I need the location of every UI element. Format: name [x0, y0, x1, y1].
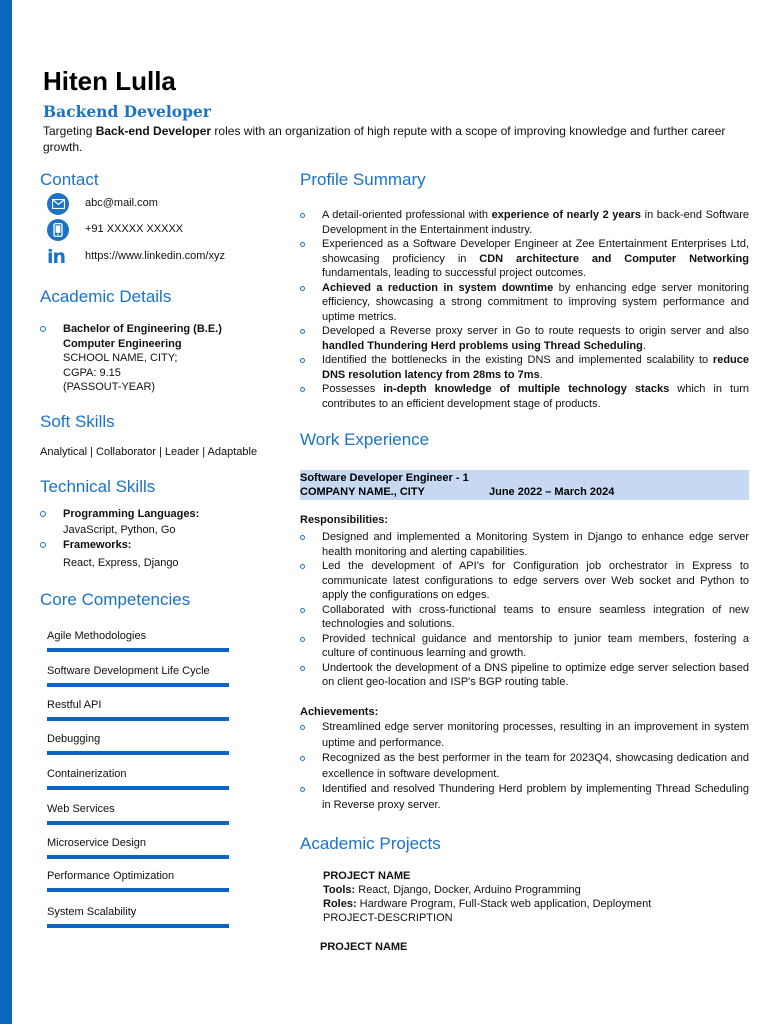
work-experience-heading: Work Experience — [300, 430, 430, 449]
project-name: PROJECT NAME — [320, 941, 408, 953]
list-item: Developed a Reverse proxy server in Go to route requests to origin server and also handled Thundering Herd problems using Thread Scheduling. — [300, 324, 749, 353]
list-item: Led the development of API's for Configuration job orchestrator in Express to communicate latest configurations to edge servers over Web socket and Python to apply the configurations on edges. — [300, 559, 749, 603]
list-item: Collaborated with cross-functional teams to ensure seamless integration of new technologies and solutions. — [300, 603, 749, 632]
school: SCHOOL NAME, CITY; — [63, 352, 178, 364]
bullet-icon — [300, 564, 305, 569]
academic-heading: Academic Details — [40, 287, 172, 306]
project-name: PROJECT NAME — [323, 870, 411, 882]
soft-skills-heading: Soft Skills — [40, 412, 115, 431]
list-item: Experienced as a Software Developer Engineer at Zee Entertainment Enterprises Ltd, showcasing proficiency in CDN architecture and Computer Networking fundamentals, leading to successful project outcomes. — [300, 237, 749, 281]
core-competencies-heading: Core Competencies — [40, 590, 191, 609]
profile-summary-list — [300, 208, 749, 411]
bullet-icon — [300, 535, 305, 540]
bullet-icon — [300, 358, 305, 363]
project-roles: Roles: Hardware Program, Full-Stack web application, Deployment — [323, 898, 652, 910]
list-item: Provided technical guidance and mentorship to junior team members, fostering a culture of continuous learning and growth. — [300, 632, 749, 661]
job-header — [300, 470, 749, 500]
bullet-icon — [300, 637, 305, 642]
list-item: Recognized as the best performer in the team for 2023Q4, showcasing dedication and excellence in software development. — [300, 751, 749, 782]
list-item: Streamlined edge server monitoring processes, resulting in an improvement in system uptime and performance. — [300, 720, 749, 751]
list-item: Identified and resolved Thundering Herd problem by implementing Thread Scheduling in Reverse proxy server. — [300, 782, 749, 813]
email-text[interactable]: abc@mail.com — [85, 197, 158, 209]
list-item: A detail-oriented professional with experience of nearly 2 years in back-end Software Development in the Entertainment industry. — [300, 208, 749, 237]
project-entry — [323, 869, 651, 925]
languages-row: Programming Languages: JavaScript, Python, Go — [40, 507, 199, 538]
responsibilities-heading: Responsibilities: — [300, 514, 389, 526]
project-tools: Tools: React, Django, Docker, Arduino Programming — [323, 884, 581, 896]
competency-item: Agile Methodologies — [47, 626, 229, 652]
mail-icon — [47, 193, 69, 215]
soft-skills-list: Analytical | Collaborator | Leader | Adaptable — [40, 446, 258, 458]
candidate-name: Hiten Lulla — [43, 66, 176, 96]
bullet-icon — [300, 666, 305, 671]
academic-entry — [40, 322, 222, 395]
competency-item: Performance Optimization — [47, 866, 229, 892]
list-item: Undertook the development of a DNS pipeline to optimize edge server selection based on client geo-location and ISP's BGP routing table. — [300, 661, 749, 690]
linkedin-icon: in — [47, 246, 66, 268]
phone-text: +91 XXXXX XXXXX — [85, 223, 184, 235]
competency-item: Microservice Design — [47, 833, 229, 859]
technical-skills-heading: Technical Skills — [40, 477, 156, 496]
job-dates: June 2022 – March 2024 — [489, 486, 615, 498]
job-position: Software Developer Engineer - 1 — [300, 472, 469, 484]
project-description: PROJECT-DESCRIPTION — [323, 912, 453, 924]
bullet-icon — [300, 213, 305, 218]
bullet-icon — [300, 756, 305, 761]
list-item: Identified the bottlenecks in the existing DNS and implemented scalability to reduce DNS resolution latency from 28ms to 7ms. — [300, 353, 749, 382]
bullet-icon — [300, 608, 305, 613]
contact-email — [47, 193, 158, 215]
bullet-icon — [300, 725, 305, 730]
degree: Bachelor of Engineering (B.E.) — [63, 323, 222, 335]
project-entry — [320, 940, 407, 954]
bullet-icon — [300, 787, 305, 792]
career-objective: Targeting Back-end Developer roles with an organization of high repute with a scope of improving knowledge and further career growth. — [43, 124, 726, 154]
competency-item: Debugging — [47, 729, 229, 755]
competency-item: Software Development Life Cycle — [47, 661, 229, 687]
candidate-role: Backend Developer — [43, 102, 211, 121]
job-company: COMPANY NAME., CITY — [300, 486, 425, 498]
competency-item: Restful API — [47, 695, 229, 721]
profile-summary-heading: Profile Summary — [300, 170, 426, 189]
contact-linkedin — [47, 246, 225, 268]
academic-projects-heading: Academic Projects — [300, 834, 441, 853]
branch: Computer Engineering — [63, 337, 182, 350]
linkedin-text[interactable]: https://www.linkedin.com/xyz — [85, 250, 225, 262]
responsibilities-list — [300, 530, 749, 690]
bullet-icon — [40, 511, 46, 517]
competency-item: Web Services — [47, 799, 229, 825]
bullet-icon — [300, 242, 305, 247]
frameworks-row: Frameworks: React, Express, Django — [40, 538, 199, 571]
bullet-icon — [300, 286, 305, 291]
passout-year: (PASSOUT-YEAR) — [63, 381, 156, 393]
left-accent-bar — [0, 0, 12, 1024]
competency-item: System Scalability — [47, 902, 229, 928]
bullet-icon — [300, 387, 305, 392]
list-item: Achieved a reduction in system downtime by enhancing edge server monitoring efficiency, showcasing a strong commitment to improving system performance and uptime metrics. — [300, 281, 749, 325]
technical-skills-list — [40, 507, 199, 571]
bullet-icon — [40, 542, 46, 548]
contact-phone — [47, 219, 184, 241]
list-item: Possesses in-depth knowledge of multiple technology stacks which in turn contributes to an efficient development stage of products. — [300, 382, 749, 411]
bullet-icon — [300, 329, 305, 334]
phone-icon — [47, 219, 69, 241]
list-item: Designed and implemented a Monitoring System in Django to enhance edge server health monitoring and alerting capabilities. — [300, 530, 749, 559]
achievements-list — [300, 720, 749, 813]
cgpa: CGPA: 9.15 — [63, 366, 121, 379]
achievements-heading: Achievements: — [300, 706, 379, 718]
competency-item: Containerization — [47, 764, 229, 790]
contact-heading: Contact — [40, 170, 99, 189]
bullet-icon — [40, 326, 46, 332]
